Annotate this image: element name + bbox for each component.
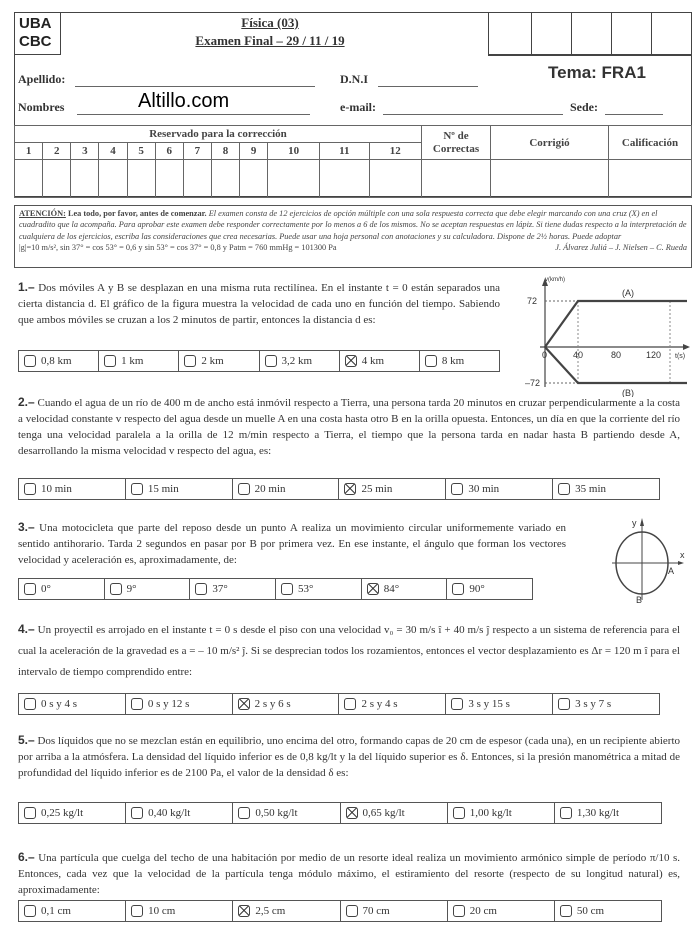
checkbox-icon[interactable] <box>24 905 36 917</box>
checkbox-icon[interactable] <box>452 583 464 595</box>
grading-column-number: 6 <box>155 143 183 160</box>
option-label: 20 min <box>254 483 286 495</box>
sede-label: Sede: <box>570 100 598 114</box>
checkbox-icon[interactable] <box>195 583 207 595</box>
checkbox-icon[interactable] <box>238 807 250 819</box>
option-label: 53° <box>298 583 314 595</box>
answer-option[interactable] <box>555 803 661 823</box>
checkbox-icon[interactable] <box>265 355 277 367</box>
answer-option[interactable] <box>446 694 553 714</box>
answer-option[interactable] <box>448 901 555 921</box>
answer-option[interactable] <box>19 479 126 499</box>
option-label: 0 s y 12 s <box>147 698 190 710</box>
dni-label: D.N.I <box>340 72 369 86</box>
answer-option[interactable] <box>553 479 659 499</box>
answer-option[interactable] <box>339 479 446 499</box>
circle-figure <box>610 512 695 604</box>
nombres-label: Nombres <box>18 100 65 114</box>
checkbox-icon[interactable] <box>425 355 437 367</box>
uba-text: UBA <box>19 15 52 32</box>
nombres-field[interactable] <box>77 113 310 115</box>
grading-column-number: 3 <box>71 143 99 160</box>
answer-option[interactable] <box>19 694 126 714</box>
option-label: 1 km <box>121 355 144 367</box>
grading-cell[interactable] <box>71 160 99 198</box>
constants: |g|=10 m/s², sin 37° = cos 53° = 0,6 y sin 53° = cos 37° = 0,8 y Patm = 760 mmHg = 101300 Pa <box>19 243 337 253</box>
option-label: 2 km <box>201 355 224 367</box>
option-label: 0° <box>41 583 51 595</box>
option-label: 30 min <box>468 483 500 495</box>
option-label: 1,00 kg/lt <box>469 807 512 819</box>
question-6: 6.– Una partícula que cuelga del techo de una habitación por medio de un resorte ideal realiza un movimiento armónico simple de período π/10 s. Entonces, cada vez que la velocidad de la partícula tenga módulo máximo, el estiramiento del resorte (respecto de su longitud natural) es, aproximadamente: <box>18 850 681 896</box>
answer-option[interactable] <box>233 694 340 714</box>
watermark: Altillo.com <box>138 90 230 112</box>
grading-column-number: 8 <box>211 143 239 160</box>
x-tick: 80 <box>611 350 622 360</box>
grading-cell[interactable] <box>369 160 421 198</box>
checkbox-icon[interactable] <box>281 583 293 595</box>
grading-cell[interactable] <box>211 160 239 198</box>
grade-header: Calificación <box>609 126 692 160</box>
answer-option[interactable] <box>190 579 276 599</box>
series-b-label: (B) <box>622 388 634 397</box>
option-label: 0,50 kg/lt <box>255 807 298 819</box>
checkbox-icon[interactable] <box>558 698 570 710</box>
answer-option[interactable] <box>446 479 553 499</box>
option-label: 10 min <box>41 483 72 495</box>
option-label: 0,8 km <box>41 355 72 367</box>
option-label: 2 s y 6 s <box>254 698 291 710</box>
checkbox-icon[interactable] <box>131 807 143 819</box>
checkbox-icon[interactable] <box>451 483 463 495</box>
grading-cell[interactable] <box>268 160 320 198</box>
institution-logo <box>14 12 61 55</box>
point-a-label: A <box>668 566 675 576</box>
answer-option[interactable] <box>362 579 448 599</box>
y-label: v(km/h) <box>545 277 565 283</box>
grading-cell[interactable] <box>127 160 155 198</box>
question-4: 4.– Un proyectil es arrojado en el instante t = 0 s desde el piso con una velocidad v₀ = 30 m/s î + 40 m/s ĵ respecto a un sistema de referencia para el cual la aceleración de la gravedad es a = – 10 m/s² ĵ. Si se desprecian todos los rozamientos, entonces el vector desplazamiento es Δr = 120 m î para el intervalo de tiempo comprendido entre: <box>18 622 681 678</box>
answer-option[interactable] <box>233 901 340 921</box>
checkbox-icon[interactable] <box>344 698 356 710</box>
option-label: 20 cm <box>469 905 497 917</box>
x-tick: 40 <box>573 350 584 360</box>
answer-option[interactable] <box>126 694 233 714</box>
answer-option[interactable] <box>99 351 179 371</box>
y-axis-label: y <box>632 518 637 528</box>
grading-column-number: 12 <box>369 143 421 160</box>
grading-table <box>14 125 692 198</box>
checkbox-icon[interactable] <box>24 483 36 495</box>
reserved-header: Reservado para la corrección <box>15 126 422 143</box>
y-tick: 72 <box>527 296 538 306</box>
grade-cell[interactable] <box>609 160 692 198</box>
answer-option[interactable] <box>420 351 499 371</box>
grading-column-number: 2 <box>43 143 71 160</box>
checkbox-icon[interactable] <box>346 905 358 917</box>
answer-option[interactable] <box>341 803 448 823</box>
checkbox-icon[interactable] <box>558 483 570 495</box>
answer-option[interactable] <box>339 694 446 714</box>
apellido-field[interactable] <box>75 85 315 87</box>
attention-notice <box>14 205 692 268</box>
checkbox-icon[interactable] <box>184 355 196 367</box>
cbc-text: CBC <box>19 33 52 50</box>
id-box[interactable] <box>488 12 531 55</box>
point-b-label: B <box>636 595 643 604</box>
velocity-time-graph <box>525 272 695 397</box>
correct-count-cell[interactable] <box>422 160 491 198</box>
checkbox-icon[interactable] <box>131 905 143 917</box>
checkbox-icon[interactable] <box>238 483 250 495</box>
id-box[interactable] <box>611 12 651 55</box>
checkbox-icon[interactable] <box>131 698 143 710</box>
id-box[interactable] <box>651 12 692 55</box>
option-label: 37° <box>212 583 228 595</box>
option-label: 0,40 kg/lt <box>148 807 191 819</box>
grading-cell[interactable] <box>43 160 71 198</box>
option-label: 2,5 cm <box>255 905 286 917</box>
attention-body: El examen consta de 12 ejercicios de opción múltiple con una sola respuesta correcta que debe elegir marcando con una cruz (X) en el cuadradito que la acompaña. Para aprobar este examen debe responder correctamente por lo menos a 6 de los mismos. No se aceptan respuestas en lápiz. Si tiene dudas respecto a la interpretación de cualquiera de los ejercicios, escriba las consideraciones que crea necesarias. Puede usar una hoja personal con anotaciones y su calculadora. Dispone de 2½ horas. Puede adoptar <box>19 209 687 241</box>
attention-title: ATENCIÓN: <box>19 209 66 218</box>
grading-column-number: 9 <box>240 143 268 160</box>
answer-option[interactable] <box>260 351 340 371</box>
tema-label: Tema: FRA1 <box>548 63 646 82</box>
grading-column-number: 10 <box>268 143 320 160</box>
answer-option[interactable] <box>341 901 448 921</box>
grading-cell[interactable] <box>320 160 369 198</box>
answer-option[interactable] <box>126 901 233 921</box>
grading-cell[interactable] <box>15 160 43 198</box>
answer-option[interactable] <box>126 803 233 823</box>
checkbox-icon[interactable] <box>24 698 36 710</box>
grading-cell[interactable] <box>99 160 127 198</box>
option-label: 1,30 kg/lt <box>576 807 620 819</box>
id-box[interactable] <box>571 12 611 55</box>
checkbox-checked-icon[interactable] <box>238 905 250 917</box>
checkbox-checked-icon[interactable] <box>367 583 379 595</box>
option-label: 9° <box>126 583 137 595</box>
checkbox-icon[interactable] <box>453 807 465 819</box>
grading-column-number: 4 <box>99 143 127 160</box>
checkbox-icon[interactable] <box>110 583 122 595</box>
answer-option[interactable] <box>233 479 340 499</box>
subject: Física (03) <box>241 15 299 30</box>
option-label: 4 km <box>361 355 384 367</box>
answer-option[interactable] <box>448 803 555 823</box>
option-label: 0 s y 4 s <box>41 698 78 710</box>
option-label: 0,25 kg/lt <box>41 807 84 819</box>
grading-cell[interactable] <box>183 160 211 198</box>
grading-column-number: 11 <box>320 143 369 160</box>
apellido-label: Apellido: <box>18 72 66 86</box>
checkbox-icon[interactable] <box>560 807 572 819</box>
answer-option[interactable] <box>126 479 233 499</box>
id-box[interactable] <box>531 12 571 55</box>
checkbox-icon[interactable] <box>24 807 36 819</box>
options-q5 <box>18 802 662 824</box>
dni-field[interactable] <box>378 85 478 87</box>
correct-count-header: Nº de Correctas <box>422 126 491 160</box>
series-a-line <box>545 301 687 347</box>
x-axis-label: x <box>680 550 685 560</box>
grading-column-number: 7 <box>183 143 211 160</box>
checkbox-icon[interactable] <box>560 905 572 917</box>
series-a-label: (A) <box>622 288 634 298</box>
checkbox-icon[interactable] <box>451 698 463 710</box>
attention-lead: Lea todo, por favor, antes de comenzar. <box>67 209 207 218</box>
checkbox-icon[interactable] <box>453 905 465 917</box>
answer-option[interactable] <box>19 901 126 921</box>
answer-option[interactable] <box>447 579 532 599</box>
option-label: 90° <box>469 583 485 595</box>
option-label: 50 cm <box>576 905 605 917</box>
answer-option[interactable] <box>19 351 99 371</box>
options-q2 <box>18 478 660 500</box>
option-label: 0,65 kg/lt <box>362 807 405 819</box>
checkbox-icon[interactable] <box>24 355 36 367</box>
x-label: t(s) <box>675 353 686 360</box>
grading-cell[interactable] <box>155 160 183 198</box>
grading-column-number: 1 <box>15 143 43 160</box>
corrector-header: Corrigió <box>491 126 609 160</box>
question-2: 2.– Cuando el agua de un río de 400 m de ancho está inmóvil respecto a Tierra, una persona tarda 20 minutos en cruzar perpendicularmente a la costa a velocidad constante v respecto del agua desde un muelle A en una costa hasta otro B en la orilla opuesta. Entonces, un día en que la corriente del río tenga una velocidad paralela a la orilla de 12 m/min respecto a Tierra, el tiempo que la persona tarda en nadar hasta B partiendo desde A, desarrollando la misma velocidad v respecto del agua, es: <box>18 395 680 457</box>
question-1: 1.– Dos móviles A y B se desplazan en una misma ruta rectilínea. En el instante t = 0 están separados una cierta distancia d. El gráfico de la figura muestra la velocidad de cada uno en función del tiempo. Sabiendo que ambos móviles se cruzan a los 2 minutos de partir, entonces la distancia d es: <box>18 280 500 326</box>
answer-option[interactable] <box>340 351 420 371</box>
options-q6 <box>18 900 662 922</box>
option-label: 70 cm <box>362 905 390 917</box>
x-tick: 0 <box>542 350 548 360</box>
question-3: 3.– Una motocicleta que parte del reposo desde un punto A realiza un movimiento circular uniformemente variado en sentido antihorario. Tarda 2 segundos en pasar por B por primera vez. En ese instante, el ángulo que forman los vectores velocidad y aceleración es, aproximadamente, de: <box>18 520 567 566</box>
checkbox-icon[interactable] <box>131 483 143 495</box>
grading-column-number: 5 <box>127 143 155 160</box>
option-label: 2 s y 4 s <box>361 698 398 710</box>
sede-field[interactable] <box>605 113 663 115</box>
options-q4 <box>18 693 660 715</box>
answer-option[interactable] <box>233 803 340 823</box>
authors: J. Álvarez Juliá – J. Nielsen – C. Rueda <box>555 243 687 253</box>
option-label: 84° <box>383 583 400 595</box>
checkbox-checked-icon[interactable] <box>345 355 357 367</box>
checkbox-icon[interactable] <box>24 583 36 595</box>
answer-option[interactable] <box>179 351 259 371</box>
option-label: 15 min <box>147 483 179 495</box>
option-label: 3 s y 15 s <box>468 698 510 710</box>
option-label: 3 s y 7 s <box>575 698 612 710</box>
checkbox-icon[interactable] <box>104 355 116 367</box>
answer-option[interactable] <box>19 803 126 823</box>
email-field[interactable] <box>383 113 563 115</box>
checkbox-checked-icon[interactable] <box>344 483 356 495</box>
corrector-cell[interactable] <box>491 160 609 198</box>
question-5: 5.– Dos líquidos que no se mezclan están en equilibrio, uno encima del otro, formando capas de 20 cm de espesor (cada una), en un recipiente abierto por arriba a la atmósfera. La densidad del líquido inferior es de 0,8 kg/lt y la del líquido superior es δ. Entonces, si la presión manométrica a mitad de profundidad del líquido inferior es de 2100 Pa, el valor de la densidad δ es: <box>18 733 681 779</box>
options-q3 <box>18 578 533 600</box>
exam-date: Examen Final – 29 / 11 / 19 <box>195 33 345 48</box>
option-label: 0,1 cm <box>41 905 71 917</box>
option-label: 3,2 km <box>281 355 313 367</box>
option-label: 25 min <box>361 483 393 495</box>
answer-option[interactable] <box>19 579 105 599</box>
email-label: e-mail: <box>340 100 376 114</box>
answer-option[interactable] <box>105 579 191 599</box>
exam-title <box>150 14 390 50</box>
checkbox-checked-icon[interactable] <box>346 807 358 819</box>
option-label: 35 min <box>575 483 607 495</box>
answer-option[interactable] <box>555 901 661 921</box>
checkbox-checked-icon[interactable] <box>238 698 250 710</box>
y-tick: –72 <box>525 378 541 388</box>
answer-option[interactable] <box>553 694 659 714</box>
x-tick: 120 <box>646 350 662 360</box>
grading-cell[interactable] <box>240 160 268 198</box>
options-q1 <box>18 350 500 372</box>
answer-option[interactable] <box>276 579 362 599</box>
option-label: 10 cm <box>148 905 176 917</box>
option-label: 8 km <box>441 355 465 367</box>
